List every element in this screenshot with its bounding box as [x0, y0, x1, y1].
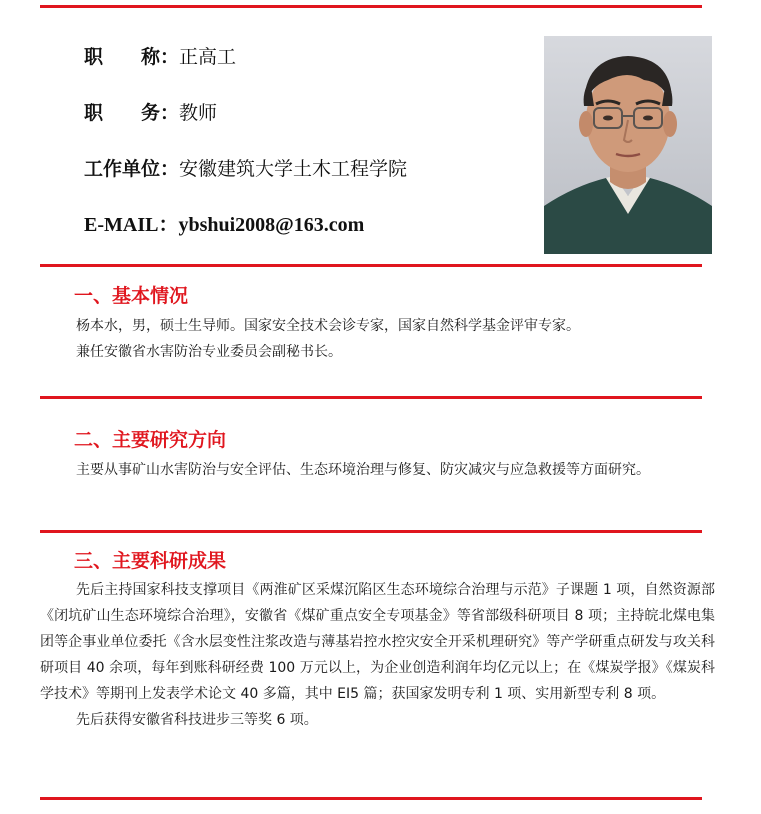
unit-value: 安徽建筑大学土木工程学院	[179, 158, 408, 180]
paragraph: 兼任安徽省水害防治专业委员会副秘书长。	[76, 344, 342, 360]
title-label: 职 称：	[84, 46, 180, 68]
email-label: E-MAIL：	[84, 214, 179, 236]
position-row	[84, 101, 217, 125]
unit-label: 工作单位：	[84, 158, 180, 180]
position-label: 职 务：	[84, 102, 180, 124]
unit-row	[84, 157, 407, 181]
section-body-basic-info	[76, 313, 706, 365]
section-2-divider	[40, 530, 702, 533]
top-divider	[40, 5, 702, 8]
email-value[interactable]: ybshui2008@163.com	[178, 214, 365, 236]
paragraph: 先后获得安徽省科技进步三等奖 6 项。	[76, 712, 318, 728]
portrait-photo	[544, 36, 712, 254]
portrait-illustration	[544, 36, 712, 254]
title-value: 正高工	[179, 46, 237, 68]
email-row	[84, 213, 364, 237]
paragraph: 杨本水，男，硕士生导师。国家安全技术会诊专家，国家自然科学基金评审专家。	[76, 318, 580, 334]
section-body-research-direction	[40, 457, 715, 483]
section-1-divider	[40, 396, 702, 399]
profile-divider	[40, 264, 702, 267]
title-row	[84, 45, 236, 69]
section-body-research-results	[40, 577, 715, 733]
section-heading-research-results: 三、主要科研成果	[74, 550, 227, 572]
position-value: 教师	[179, 102, 218, 124]
bottom-divider	[40, 797, 702, 800]
section-heading-research-direction: 二、主要研究方向	[74, 429, 227, 451]
section-heading-basic-info: 一、基本情况	[74, 285, 189, 307]
paragraph: 主要从事矿山水害防治与安全评估、生态环境治理与修复、防灾减灾与应急救援等方面研究。	[76, 462, 650, 478]
paragraph: 先后主持国家科技支撑项目《两淮矿区采煤沉陷区生态环境综合治理与示范》子课题 1 项，自然资源部《闭坑矿山生态环境综合治理》，安徽省《煤矿重点安全专项基金》等省部级科研项目 8 项；主持皖北煤电集团等企事业单位委托《含水层变性注浆改造与薄基岩控水控灾安全开采机理研究》等产学研重点研发与攻关科研项目 40 余项，每年到账科研经费 100 万元以上，为企业创造利润年均亿元以上；在《煤炭学报》《煤炭科学技术》等期刊上发表学术论文 40 多篇，其中 EI5 篇；获国家发明专利 1 项、实用新型专利 8 项。	[40, 582, 715, 702]
